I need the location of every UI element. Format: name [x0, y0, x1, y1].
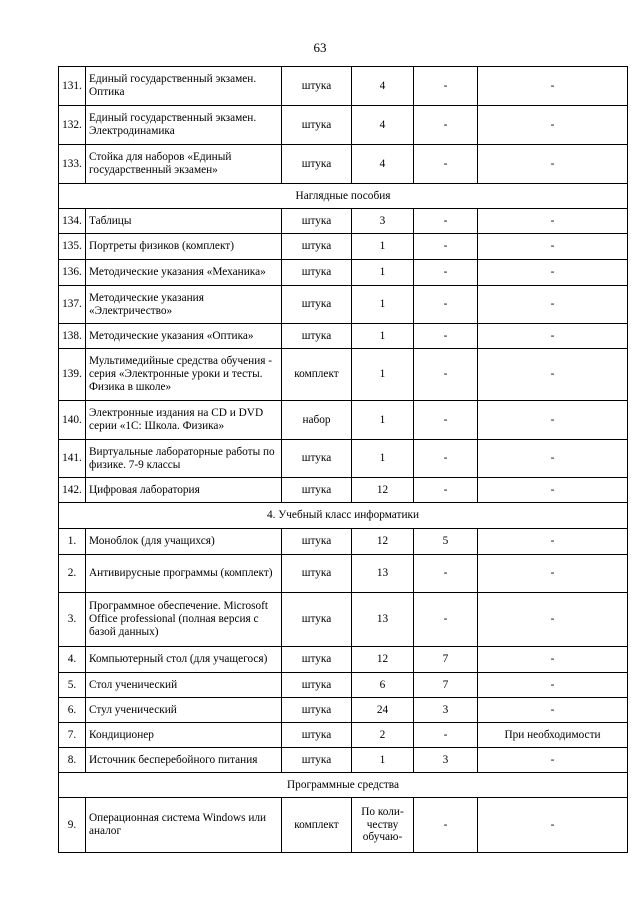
- item-name: Виртуальные лабораторные работы по физике. 7-9 классы: [86, 440, 282, 478]
- item-name: Методические указания «Механика»: [86, 260, 282, 286]
- item-name: Стойка для наборов «Единый государственный экзамен»: [86, 145, 282, 184]
- item-column-6: -: [478, 286, 628, 324]
- item-column-5: -: [414, 798, 478, 853]
- table-row: [59, 67, 628, 106]
- item-quantity: 1: [352, 440, 414, 478]
- item-column-6: -: [478, 748, 628, 773]
- item-column-5: -: [414, 478, 478, 503]
- item-quantity: 6: [352, 673, 414, 698]
- row-number: 136.: [59, 260, 86, 286]
- item-name: Единый государственный экзамен. Оптика: [86, 67, 282, 106]
- item-column-5: -: [414, 440, 478, 478]
- item-unit: штука: [282, 145, 352, 184]
- item-column-5: -: [414, 67, 478, 106]
- table-row: [59, 647, 628, 673]
- item-unit: штука: [282, 673, 352, 698]
- item-quantity: 12: [352, 478, 414, 503]
- item-name: Операционная система Windows или аналог: [86, 798, 282, 853]
- item-unit: штука: [282, 286, 352, 324]
- item-column-6: -: [478, 324, 628, 349]
- item-name: Мультимедийные средства обучения - серия «Электронные уроки и тесты. Физика в школе»: [86, 349, 282, 401]
- item-unit: штука: [282, 106, 352, 145]
- row-number: 138.: [59, 324, 86, 349]
- section-title: Программные средства: [59, 773, 628, 798]
- item-column-6: -: [478, 349, 628, 401]
- row-number: 139.: [59, 349, 86, 401]
- row-number: 133.: [59, 145, 86, 184]
- item-column-5: 7: [414, 647, 478, 673]
- section-header-row: [59, 503, 628, 529]
- section-title: Наглядные пособия: [59, 184, 628, 209]
- item-column-6: -: [478, 145, 628, 184]
- item-quantity: 24: [352, 698, 414, 723]
- row-number: 6.: [59, 698, 86, 723]
- item-column-5: -: [414, 723, 478, 748]
- item-column-6: -: [478, 440, 628, 478]
- row-number: 5.: [59, 673, 86, 698]
- item-name: Стол ученический: [86, 673, 282, 698]
- table-row: [59, 440, 628, 478]
- item-name: Кондиционер: [86, 723, 282, 748]
- item-column-5: -: [414, 234, 478, 260]
- item-unit: штука: [282, 324, 352, 349]
- row-number: 4.: [59, 647, 86, 673]
- item-name: Программное обеспечение. Microsoft Office professional (полная версия с базой данных): [86, 593, 282, 647]
- item-unit: набор: [282, 401, 352, 440]
- row-number: 141.: [59, 440, 86, 478]
- item-unit: штука: [282, 748, 352, 773]
- item-unit: штука: [282, 555, 352, 593]
- item-unit: штука: [282, 234, 352, 260]
- row-number: 132.: [59, 106, 86, 145]
- row-number: 140.: [59, 401, 86, 440]
- item-column-5: -: [414, 286, 478, 324]
- item-quantity: 13: [352, 593, 414, 647]
- item-unit: штука: [282, 723, 352, 748]
- table-row: [59, 798, 628, 853]
- item-quantity: 12: [352, 647, 414, 673]
- item-name: Электронные издания на CD и DVD серии «1С: Школа. Физика»: [86, 401, 282, 440]
- page-number: 63: [313, 40, 327, 55]
- item-quantity: 3: [352, 209, 414, 234]
- item-quantity: 4: [352, 106, 414, 145]
- item-name: Методические указания «Электричество»: [86, 286, 282, 324]
- item-quantity: 1: [352, 748, 414, 773]
- item-quantity: 4: [352, 67, 414, 106]
- table-row: [59, 401, 628, 440]
- table-row: [59, 593, 628, 647]
- item-name: Методические указания «Оптика»: [86, 324, 282, 349]
- item-column-6: При необходимости: [478, 723, 628, 748]
- item-quantity: 1: [352, 324, 414, 349]
- item-unit: комплект: [282, 798, 352, 853]
- item-name: Источник бесперебойного питания: [86, 748, 282, 773]
- table-row: [59, 529, 628, 555]
- row-number: 8.: [59, 748, 86, 773]
- item-column-6: -: [478, 698, 628, 723]
- row-number: 7.: [59, 723, 86, 748]
- item-quantity: 13: [352, 555, 414, 593]
- item-column-6: -: [478, 106, 628, 145]
- table-row: [59, 478, 628, 503]
- item-name: Моноблок (для учащихся): [86, 529, 282, 555]
- section-title: 4. Учебный класс информатики: [59, 503, 628, 529]
- item-column-6: -: [478, 478, 628, 503]
- table-row: [59, 555, 628, 593]
- item-name: Единый государственный экзамен. Электродинамика: [86, 106, 282, 145]
- equipment-table: [58, 66, 628, 853]
- item-column-6: -: [478, 673, 628, 698]
- item-name: Антивирусные программы (комплект): [86, 555, 282, 593]
- item-name: Стул ученический: [86, 698, 282, 723]
- item-column-6: -: [478, 798, 628, 853]
- item-unit: штука: [282, 529, 352, 555]
- item-quantity: 2: [352, 723, 414, 748]
- item-column-6: -: [478, 234, 628, 260]
- item-unit: штука: [282, 260, 352, 286]
- item-column-5: -: [414, 106, 478, 145]
- item-column-5: -: [414, 324, 478, 349]
- table-row: [59, 286, 628, 324]
- table-row: [59, 673, 628, 698]
- item-unit: штука: [282, 698, 352, 723]
- item-quantity: 1: [352, 260, 414, 286]
- table-row: [59, 324, 628, 349]
- table-row: [59, 748, 628, 773]
- row-number: 134.: [59, 209, 86, 234]
- item-column-5: 7: [414, 673, 478, 698]
- item-unit: штука: [282, 647, 352, 673]
- item-column-5: -: [414, 209, 478, 234]
- item-column-5: -: [414, 593, 478, 647]
- table-body: [59, 67, 628, 853]
- table-row: [59, 234, 628, 260]
- section-header-row: [59, 773, 628, 798]
- table-row: [59, 349, 628, 401]
- item-quantity: 1: [352, 349, 414, 401]
- item-unit: комплект: [282, 349, 352, 401]
- item-column-6: -: [478, 529, 628, 555]
- item-column-5: 5: [414, 529, 478, 555]
- item-unit: штука: [282, 209, 352, 234]
- item-unit: штука: [282, 440, 352, 478]
- item-name: Портреты физиков (комплект): [86, 234, 282, 260]
- item-name: Компьютерный стол (для учащегося): [86, 647, 282, 673]
- item-quantity: По коли- честву обучаю-: [352, 798, 414, 853]
- item-column-5: 3: [414, 698, 478, 723]
- table-row: [59, 145, 628, 184]
- item-quantity: 1: [352, 234, 414, 260]
- table-row: [59, 723, 628, 748]
- item-name: Таблицы: [86, 209, 282, 234]
- item-unit: штука: [282, 67, 352, 106]
- item-quantity: 1: [352, 401, 414, 440]
- row-number: 135.: [59, 234, 86, 260]
- item-column-5: -: [414, 401, 478, 440]
- item-column-6: -: [478, 555, 628, 593]
- item-column-6: -: [478, 593, 628, 647]
- item-column-6: -: [478, 209, 628, 234]
- table-row: [59, 209, 628, 234]
- row-number: 137.: [59, 286, 86, 324]
- item-quantity: 12: [352, 529, 414, 555]
- table-row: [59, 260, 628, 286]
- item-column-5: -: [414, 349, 478, 401]
- row-number: 142.: [59, 478, 86, 503]
- item-column-6: -: [478, 67, 628, 106]
- row-number: 3.: [59, 593, 86, 647]
- row-number: 131.: [59, 67, 86, 106]
- item-quantity: 1: [352, 286, 414, 324]
- item-column-5: -: [414, 260, 478, 286]
- table-row: [59, 698, 628, 723]
- item-column-5: 3: [414, 748, 478, 773]
- item-column-6: -: [478, 401, 628, 440]
- item-column-6: -: [478, 260, 628, 286]
- item-column-5: -: [414, 555, 478, 593]
- item-unit: штука: [282, 478, 352, 503]
- item-column-6: -: [478, 647, 628, 673]
- row-number: 1.: [59, 529, 86, 555]
- row-number: 2.: [59, 555, 86, 593]
- section-header-row: [59, 184, 628, 209]
- item-quantity: 4: [352, 145, 414, 184]
- item-column-5: -: [414, 145, 478, 184]
- row-number: 9.: [59, 798, 86, 853]
- item-name: Цифровая лаборатория: [86, 478, 282, 503]
- table-row: [59, 106, 628, 145]
- item-unit: штука: [282, 593, 352, 647]
